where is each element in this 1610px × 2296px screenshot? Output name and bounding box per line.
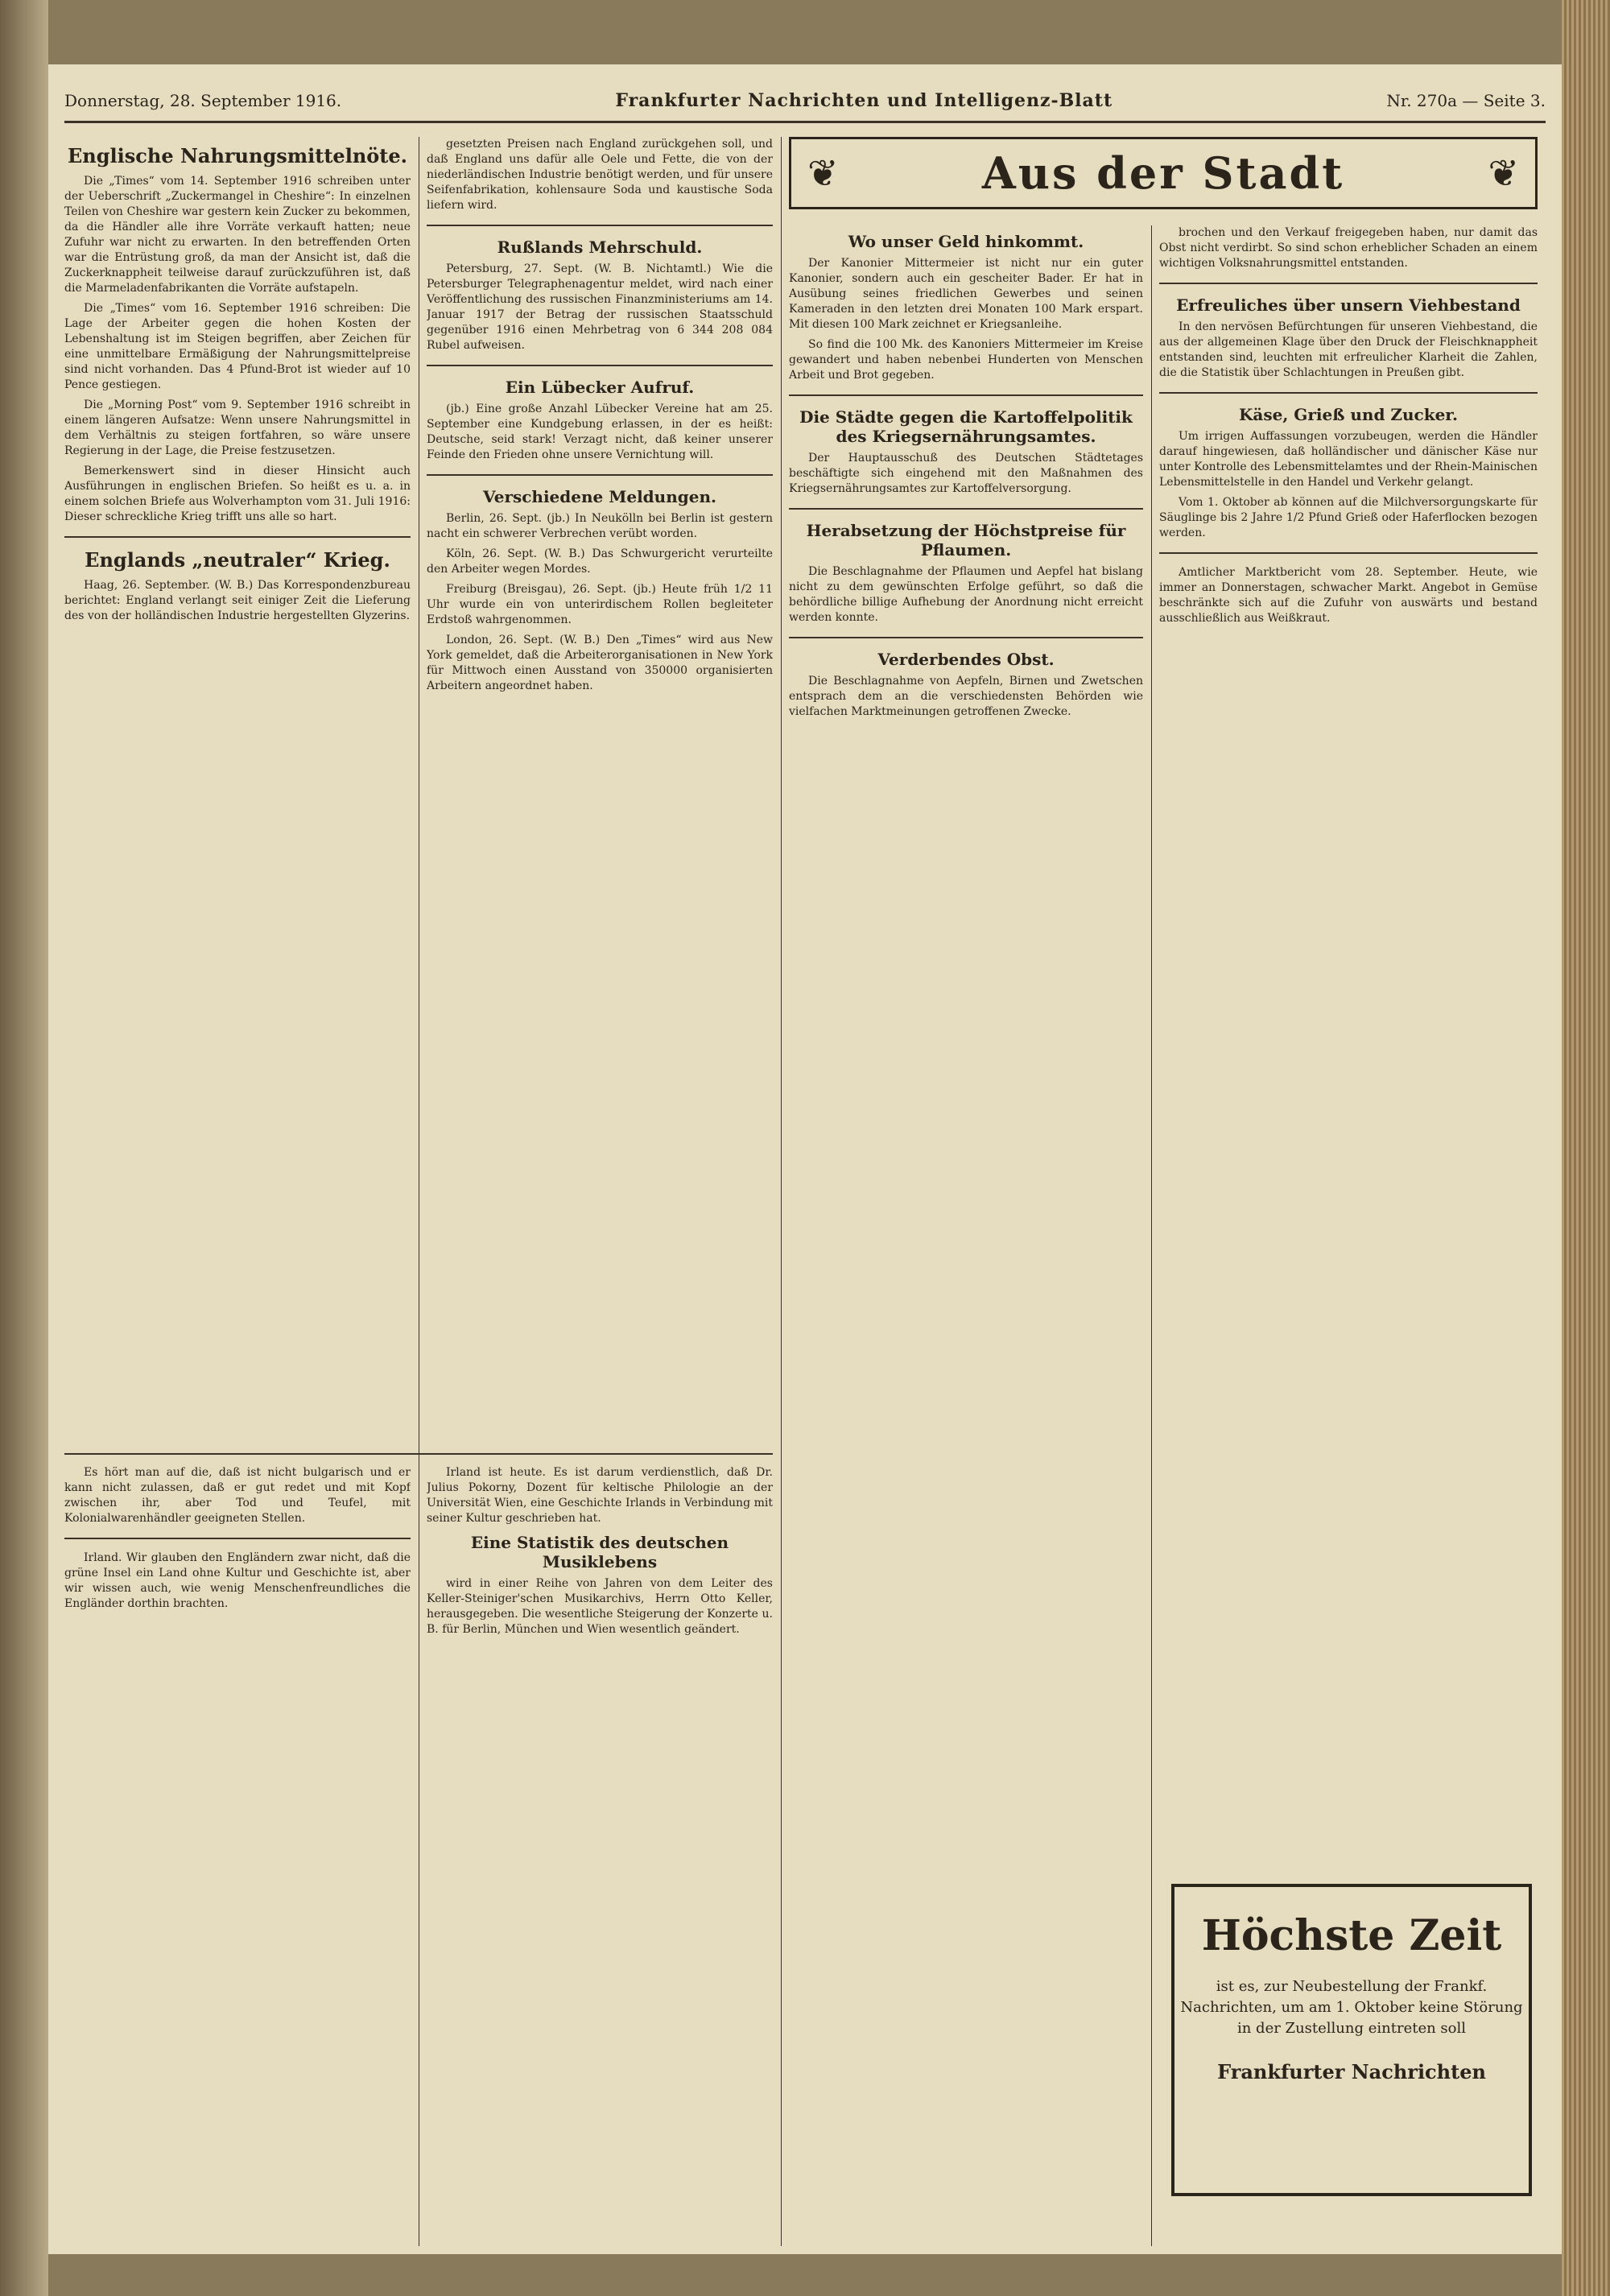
- article-rule: [1159, 392, 1538, 394]
- article-paragraph: Die Beschlagnahme der Pflaumen und Aepfel hat bislang nicht zu dem gewünschten Erfolge geführt, so daß die behördliche billige Aufhebung der Anordnung nicht erreicht werden konnte.: [789, 565, 1143, 624]
- article-heading: Wo unser Geld hinkommt.: [848, 232, 1084, 251]
- issue-date: Donnerstag, 28. September 1916.: [64, 91, 342, 110]
- article-paragraph: So find die 100 Mk. des Kanoniers Mittermeier im Kreise gewandert und haben nebenbei Hunderten von Menschen Arbeit und Brot gegeben.: [789, 338, 1143, 382]
- article-paragraph: Haag, 26. September. (W. B.) Das Korrespondenzbureau berichtet: England verlangt seit einiger Zeit die Lieferung des von der holländischen Industrie hergestellten Glyzerins.: [64, 579, 411, 622]
- article-paragraph: Irland ist heute. Es ist darum verdienstlich, daß Dr. Julius Pokorny, Dozent für keltische Philologie an der Universität Wien, eine Geschichte Irlands in Verbindung mit seiner Kultur geschrieben hat.: [427, 1466, 773, 1525]
- article-paragraph: wird in einer Reihe von Jahren von dem Leiter des Keller-Steiniger'schen Musikarchivs, Herrn Otto Keller, herausgegeben. Die wesentliche Steigerung der Konzerte u. B. für Berlin, München und Wien wesentlich geändert.: [427, 1577, 773, 1636]
- article-paragraph: Die „Times“ vom 14. September 1916 schreiben unter der Ueberschrift „Zuckermangel in Cheshire“: In einzelnen Teilen von Cheshire war gestern kein Zucker zu bekommen, da die Händler alle ihre Vorräte verkauft hatten; neue Zufuhr war nicht zu erwarten. In den betreffenden Orten war die Entrüstung groß, da man der Ansicht ist, daß die Zuckerknappheit teilweise darauf zurückzuführen ist, daß die Marmeladenfabrikanten die Vorräte aufstapeln.: [64, 175, 411, 295]
- article-paragraph: Um irrigen Auffassungen vorzubeugen, werden die Händler darauf hingewiesen, daß holländischer und dänischer Käse nur unter Kontrolle des Lebensmittelamtes und der Rhein-Mainischen Lebensmittelstelle in den Handel und Verkehr gelangt.: [1159, 430, 1538, 489]
- ad-headline: Höchste Zeit: [1201, 1911, 1502, 1960]
- article-paragraph: Bemerkenswert sind in dieser Hinsicht auch Ausführungen in englischen Briefen. So heißt es u. a. in einem solchen Briefe aus Wolverhampton vom 31. Juli 1916: Dieser schreckliche Krieg trifft uns alle so hart.: [64, 465, 411, 523]
- article-rule: [427, 474, 773, 476]
- column-3: [789, 225, 1143, 2246]
- column-divider: [781, 137, 782, 2246]
- subscription-ad: [1171, 1884, 1532, 2196]
- article-paragraph: Vom 1. Oktober ab können auf die Milchversorgungskarte für Säuglinge bis 2 Jahre 1/2 Pfund Grieß oder Haferflocken bezogen werden.: [1159, 496, 1538, 539]
- article-rule: [789, 637, 1143, 638]
- article-heading: Verschiedene Meldungen.: [483, 487, 716, 506]
- article-paragraph: (jb.) Eine große Anzahl Lübecker Vereine hat am 25. September eine Kundgebung erlassen, in der es heißt: Deutsche, seid stark! Verzagt nicht, daß keiner unserer Feinde den Frieden ohne unsere Vernichtung will.: [427, 403, 773, 461]
- ornament-icon: ❦: [807, 151, 839, 195]
- article-paragraph: Petersburg, 27. Sept. (W. B. Nichtamtl.) Wie die Petersburger Telegraphenagentur meldet, wird nach einer Veröffentlichung des russischen Finanzministeriums am 14. Januar 1917 der Betrag der russischen Staatsschuld gegenüber 1916 einen Mehrbetrag von 6 344 208 084 Rubel aufweisen.: [427, 262, 773, 352]
- article-heading: Verderbendes Obst.: [877, 650, 1055, 669]
- article-heading: Erfreuliches über unsern Viehbestand: [1176, 295, 1521, 315]
- article-paragraph: Die „Morning Post“ vom 9. September 1916 schreibt in einem längeren Aufsatze: Wenn unsere Nahrungsmittel in dem Verhältnis zu steigen fortfahren, so wäre unsere Regierung in der Lage, die Preise festzusetzen.: [64, 398, 411, 457]
- book-page-edges: [1562, 0, 1610, 2296]
- article-paragraph: In den nervösen Befürchtungen für unseren Viehbestand, die aus der allgemeinen Klage über den Druck der Fleischknappheit entstanden sind, leuchten mit erfreulicher Klarheit die Zahlen, die die Statistik über Schlachtungen in Preußen gibt.: [1159, 320, 1538, 379]
- section-title: Aus der Stadt: [981, 147, 1345, 199]
- ad-signature: Frankfurter Nachrichten: [1217, 2060, 1486, 2083]
- article-paragraph: Amtlicher Marktbericht vom 28. September. Heute, wie immer an Donnerstagen, schwacher Markt. Angebot in Gemüse beschränkte sich auf die Zufuhr von auswärts und bestand ausschließlich aus Weißkraut.: [1159, 566, 1538, 625]
- ad-text: ist es, zur Neubestellung der Frankf. Nachrichten, um am 1. Oktober keine Störung in der Zustellung eintreten soll: [1180, 1978, 1523, 2037]
- column-2: [427, 137, 773, 1449]
- article-heading: Herabsetzung der Höchstpreise für Pflaumen.: [806, 521, 1126, 560]
- article-paragraph: Irland. Wir glauben den Engländern zwar nicht, daß die grüne Insel ein Land ohne Kultur und Geschichte ist, aber wir wissen auch, wie wenig Menschenfreundliches die Engländer dorthin brachten.: [64, 1551, 411, 1610]
- article-rule: [427, 365, 773, 366]
- article-paragraph: London, 26. Sept. (W. B.) Den „Times“ wird aus New York gemeldet, daß die Arbeiterorganisationen in New York für Mittwoch einen Ausstand von 350000 organisierten Arbeitern angeordnet haben.: [427, 634, 773, 692]
- article-paragraph: Es hört man auf die, daß ist nicht bulgarisch und er kann nicht zulassen, daß er gut redet und mit Kopf zwischen ihr, aber Tod und Teufel, mit Kolonialwarenhändler geeigneten Stellen.: [64, 1466, 411, 1525]
- issue-number: Nr. 270a — Seite 3.: [1386, 91, 1546, 110]
- article-paragraph: Die Beschlagnahme von Aepfeln, Birnen und Zwetschen entsprach dem an die verschiedensten Behörden wie vielfachen Marktmeinungen getroffenen Zwecke.: [789, 675, 1143, 718]
- article-rule: [789, 508, 1143, 510]
- article-paragraph: Köln, 26. Sept. (W. B.) Das Schwurgericht verurteilte den Arbeiter wegen Mordes.: [427, 547, 773, 576]
- article-heading: Die Städte gegen die Kartoffelpolitik des Kriegsernährungsamtes.: [799, 407, 1133, 446]
- ornament-icon: ❦: [1488, 151, 1519, 195]
- article-heading: Ein Lübecker Aufruf.: [505, 378, 695, 397]
- article-rule: [1159, 283, 1538, 284]
- article-heading: Englands „neutraler“ Krieg.: [85, 548, 390, 572]
- column-4: [1159, 225, 1538, 1803]
- article-rule: [427, 225, 773, 226]
- column-1-bottom: [64, 1465, 411, 2246]
- article-rule: [1159, 552, 1538, 554]
- article-paragraph: Der Hauptausschuß des Deutschen Städtetages beschäftigte sich eingehend mit den Maßnahmen des Kriegsernährungsamtes zur Kartoffelversorgung.: [789, 452, 1143, 495]
- column-2-bottom: [427, 1465, 773, 2246]
- article-heading: Rußlands Mehrschuld.: [497, 237, 703, 257]
- article-paragraph: gesetzten Preisen nach England zurückgehen soll, und daß England uns dafür alle Oele und Fette, die von der niederländischen Industrie benötigt werden, und für unsere Seifenfabrikation, kohlensaure Soda und kaustische Soda liefern wird.: [427, 138, 773, 212]
- article-rule: [64, 1538, 411, 1539]
- article-heading: Englische Nahrungsmittelnöte.: [68, 144, 407, 167]
- column-divider: [1151, 225, 1152, 2246]
- column-1: [64, 137, 411, 1449]
- section-banner: [789, 137, 1538, 209]
- book-spine-left: [0, 0, 48, 2296]
- article-rule: [64, 536, 411, 538]
- article-paragraph: Die „Times“ vom 16. September 1916 schreiben: Die Lage der Arbeiter gegen die hohen Kosten der Lebenshaltung ist im Steigen begriffen, aber Zeichen für eine unmittelbare Ermäßigung der Nahrungsmittelpreise sind nicht vorhanden. Das 4 Pfund-Brot ist wieder auf 10 Pence gestiegen.: [64, 302, 411, 391]
- article-paragraph: Freiburg (Breisgau), 26. Sept. (jb.) Heute früh 1/2 11 Uhr wurde ein von unterirdischem Rollen begleiteter Erdstoß wahrgenommen.: [427, 583, 773, 626]
- article-rule: [789, 394, 1143, 396]
- article-heading: Eine Statistik des deutschen Musiklebens: [470, 1533, 729, 1571]
- article-paragraph: Berlin, 26. Sept. (jb.) In Neukölln bei Berlin ist gestern nacht ein schwerer Verbrechen verübt worden.: [427, 512, 773, 540]
- newspaper-page: [48, 64, 1562, 2254]
- article-paragraph: Der Kanonier Mittermeier ist nicht nur ein guter Kanonier, sondern auch ein gescheiter Bader. Er hat in Ausübung seines friedlichen Gewerbes und seinen Kameraden in den letzten drei Monaten 100 Mark erspart. Mit diesen 100 Mark zeichnet er Kriegsanleihe.: [789, 257, 1143, 331]
- article-heading: Käse, Grieß und Zucker.: [1239, 405, 1458, 424]
- article-paragraph: brochen und den Verkauf freigegeben haben, nur damit das Obst nicht verdirbt. So sind schon erheblicher Schaden an einem wichtigen Volksnahrungsmittel entstanden.: [1159, 226, 1538, 270]
- masthead: Frankfurter Nachrichten und Intelligenz-Blatt: [615, 90, 1113, 111]
- section-rule: [64, 1453, 773, 1455]
- page-header: [64, 81, 1546, 123]
